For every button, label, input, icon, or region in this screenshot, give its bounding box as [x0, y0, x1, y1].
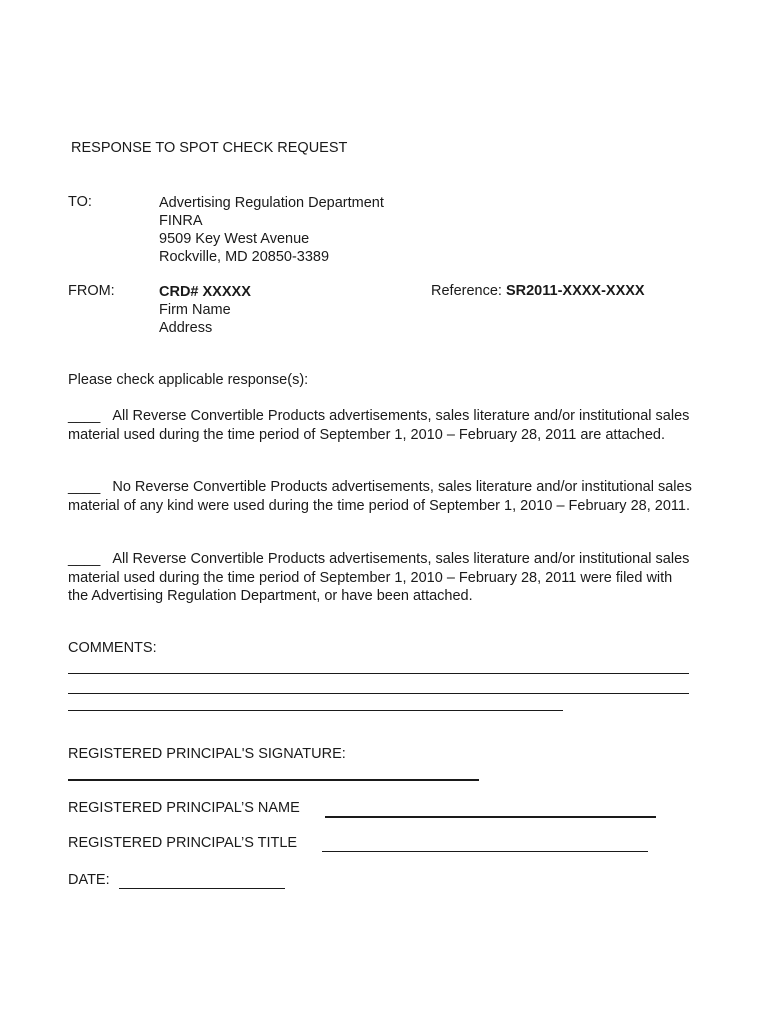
response-option-2 — [68, 478, 693, 515]
response-option-3 — [68, 550, 693, 606]
from-label: FROM: — [68, 283, 115, 299]
principal-name-line[interactable] — [325, 816, 656, 818]
sender-block — [159, 283, 251, 337]
signature-line[interactable] — [68, 779, 479, 781]
comments-line-2[interactable] — [68, 693, 689, 694]
option-2-text: No Reverse Convertible Products advertisements, sales literature and/or institutional sales material of any kind were used during the time period of September 1, 2010 – February 28, 2011. — [68, 479, 692, 514]
principal-name-label: REGISTERED PRINCIPAL’S NAME — [68, 800, 300, 816]
firm-name: Firm Name — [159, 302, 231, 318]
recipient-address — [159, 194, 384, 266]
reference-label: Reference: — [431, 283, 502, 299]
comments-line-1[interactable] — [68, 673, 689, 674]
document-title: RESPONSE TO SPOT CHECK REQUEST — [71, 140, 348, 156]
to-label: TO: — [68, 194, 92, 210]
comments-line-3[interactable] — [68, 710, 563, 711]
reference-value: SR2011-XXXX-XXXX — [505, 283, 645, 299]
option-3-text: All Reverse Convertible Products advertisements, sales literature and/or institutional sales material used during the time period of September 1, 2010 – February 28, 2011 were filed with the Advertising Regulation Department, or have been attached. — [68, 551, 690, 604]
recipient-city: Rockville, MD 20850-3389 — [159, 249, 330, 265]
option-1-checkbox-blank[interactable]: ____ — [68, 408, 101, 424]
recipient-street: 9509 Key West Avenue — [159, 231, 310, 247]
option-3-checkbox-blank[interactable]: ____ — [68, 551, 101, 567]
instruction-text: Please check applicable response(s): — [68, 372, 309, 388]
response-option-1 — [68, 407, 693, 444]
principal-title-line[interactable] — [322, 851, 648, 852]
option-2-checkbox-blank[interactable]: ____ — [68, 479, 101, 495]
date-line[interactable] — [119, 888, 285, 889]
principal-title-label: REGISTERED PRINCIPAL’S TITLE — [68, 835, 298, 851]
recipient-department: Advertising Regulation Department — [159, 195, 384, 211]
comments-label: COMMENTS: — [68, 640, 157, 656]
option-1-text: All Reverse Convertible Products advertisements, sales literature and/or institutional sales material used during the time period of September 1, 2010 – February 28, 2011 are attached. — [68, 408, 690, 443]
signature-label: REGISTERED PRINCIPAL'S SIGNATURE: — [68, 746, 346, 762]
date-label: DATE: — [68, 872, 110, 888]
reference — [431, 283, 645, 299]
recipient-org: FINRA — [159, 213, 203, 229]
firm-address: Address — [159, 320, 213, 336]
crd-number: CRD# XXXXX — [159, 284, 251, 300]
